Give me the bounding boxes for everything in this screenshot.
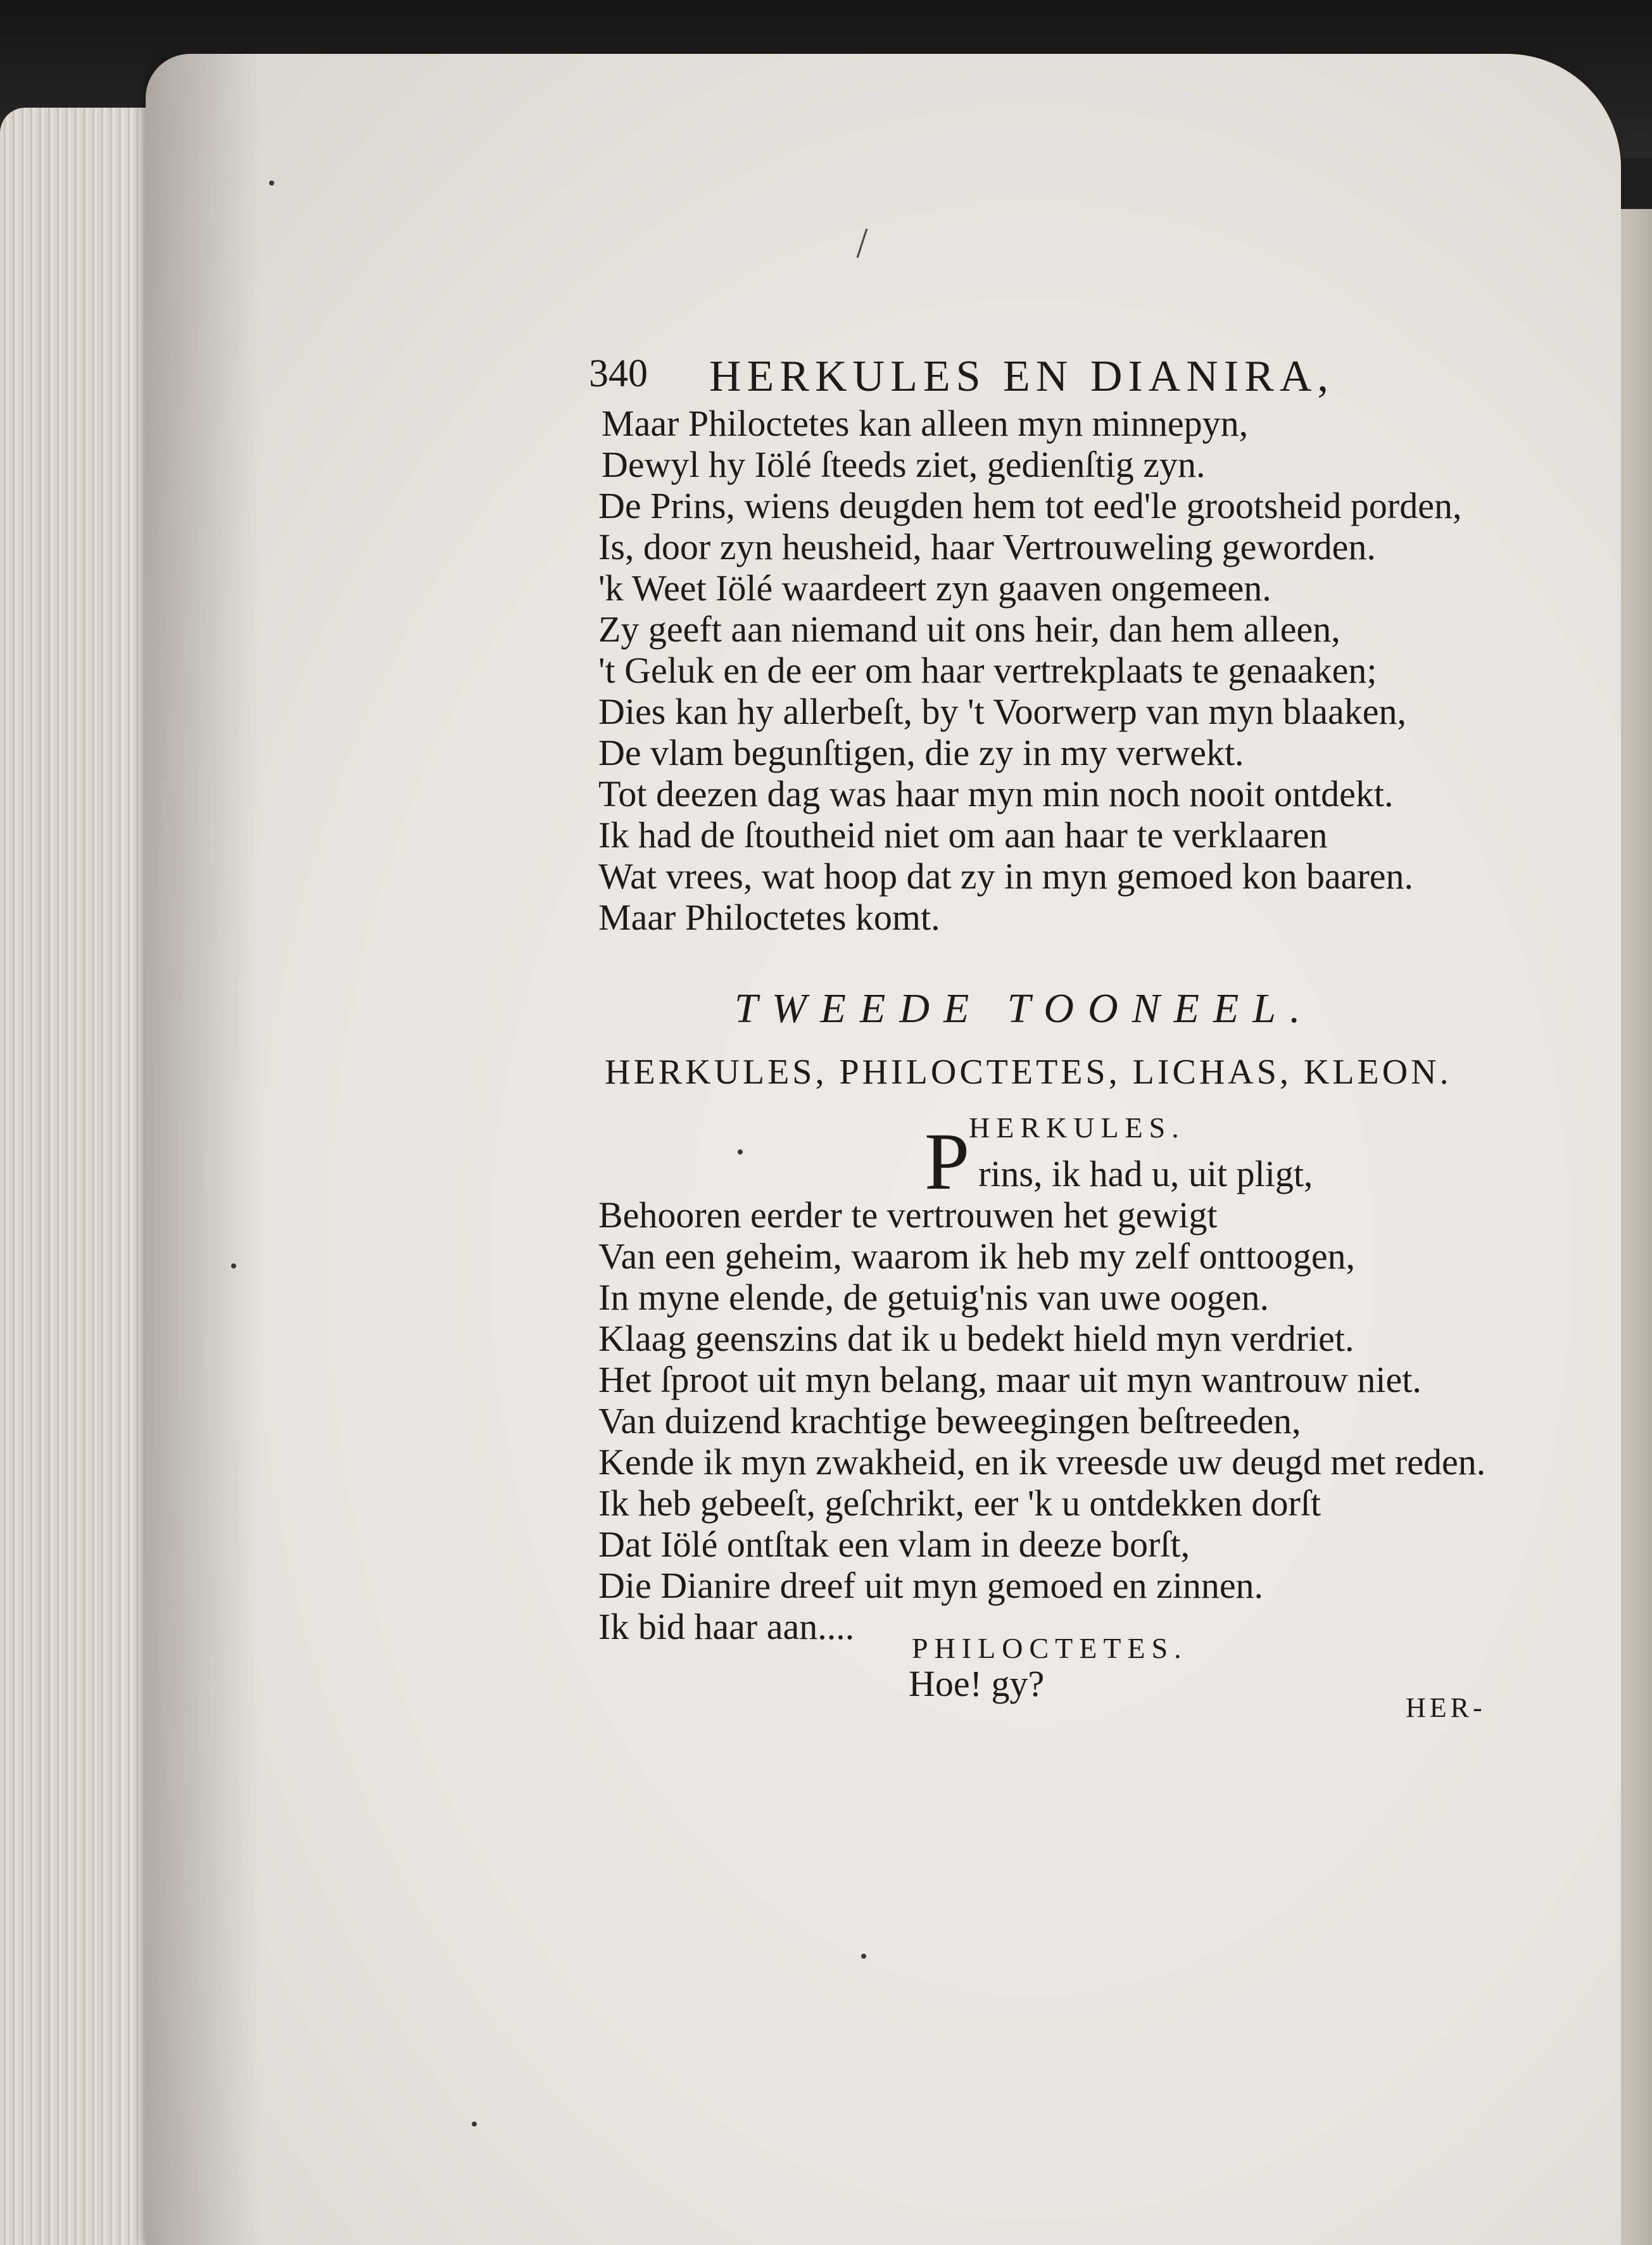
- verse-line: Behooren eerder te vertrouwen het gewigt: [598, 1194, 1218, 1236]
- running-title: HERKULES EN DIANIRA,: [709, 352, 1334, 401]
- verse-line: Die Dianire dreef uit myn gemoed en zinnen.: [598, 1565, 1264, 1606]
- gutter-shadow: [146, 54, 260, 2245]
- verse-line: Ik heb gebeeſt, geſchrikt, eer 'k u ontdekken dorſt: [598, 1483, 1321, 1524]
- verse-line: De vlam begunſtigen, die zy in my verwekt.: [598, 732, 1244, 773]
- verse-line: Hoe! gy?: [909, 1663, 1045, 1704]
- speck: [738, 1149, 743, 1154]
- scene-title: TWEEDE TOONEEL.: [735, 985, 1315, 1032]
- verse-line: In myne elende, de getuig'nis van uwe oogen.: [598, 1277, 1269, 1318]
- page-header: [589, 351, 1488, 402]
- speck: [231, 1263, 236, 1268]
- verse-line: Dat Iölé ontſtak een vlam in deeze borſt,: [598, 1524, 1190, 1565]
- verse-line: Ik had de ſtoutheid niet om aan haar te verklaaren: [598, 814, 1328, 856]
- catchword: HER-: [1406, 1692, 1486, 1723]
- verse-line: rins, ik had u, uit pligt,: [978, 1153, 1313, 1194]
- verse-line: Ik bid haar aan....: [598, 1606, 855, 1647]
- verse-line: Maar Philoctetes kan alleen myn minnepyn,: [602, 403, 1249, 444]
- verse-line: 'k Weet Iölé waardeert zyn gaaven ongemeen.: [598, 567, 1271, 609]
- verse-line: Van een geheim, waarom ik heb my zelf onttoogen,: [598, 1236, 1356, 1277]
- cast-list: HERKULES, PHILOCTETES, LICHAS, KLEON.: [605, 1053, 1452, 1092]
- verse-line: 't Geluk en de eer om haar vertrekplaats te genaaken;: [598, 650, 1377, 691]
- verse-line: Dies kan hy allerbeſt, by 't Voorwerp van myn blaaken,: [598, 691, 1406, 732]
- speck: [269, 180, 274, 186]
- verse-line: Kende ik myn zwakheid, en ik vreesde uw deugd met reden.: [598, 1441, 1486, 1483]
- speaker-name: PHILOCTETES.: [912, 1632, 1188, 1664]
- verse-line: Van duizend krachtige beweegingen beſtreeden,: [598, 1400, 1301, 1441]
- speck: [861, 1954, 866, 1959]
- verse-line: De Prins, wiens deugden hem tot eed'le grootsheid porden,: [598, 485, 1462, 526]
- verse-line: Dewyl hy Iölé ſteeds ziet, gedienſtig zyn.: [602, 444, 1206, 485]
- speck: [472, 2122, 477, 2127]
- verse-line: Zy geeft aan niemand uit ons heir, dan hem alleen,: [598, 609, 1340, 650]
- page-number: 340: [589, 352, 648, 395]
- verse-line: Het ſproot uit myn belang, maar uit myn wantrouw niet.: [598, 1359, 1422, 1400]
- speaker-name: HERKULES.: [969, 1111, 1185, 1144]
- verse-line: Klaag geenszins dat ik u bedekt hield myn verdriet.: [598, 1318, 1354, 1359]
- verse-line: Is, door zyn heusheid, haar Vertrouweling geworden.: [598, 526, 1376, 567]
- drop-cap: P: [924, 1116, 970, 1206]
- verse-line: Tot deezen dag was haar myn min noch nooit ontdekt.: [598, 773, 1394, 814]
- verse-line: Maar Philoctetes komt.: [598, 897, 940, 938]
- verse-line: Wat vrees, wat hoop dat zy in myn gemoed kon baaren.: [598, 856, 1414, 897]
